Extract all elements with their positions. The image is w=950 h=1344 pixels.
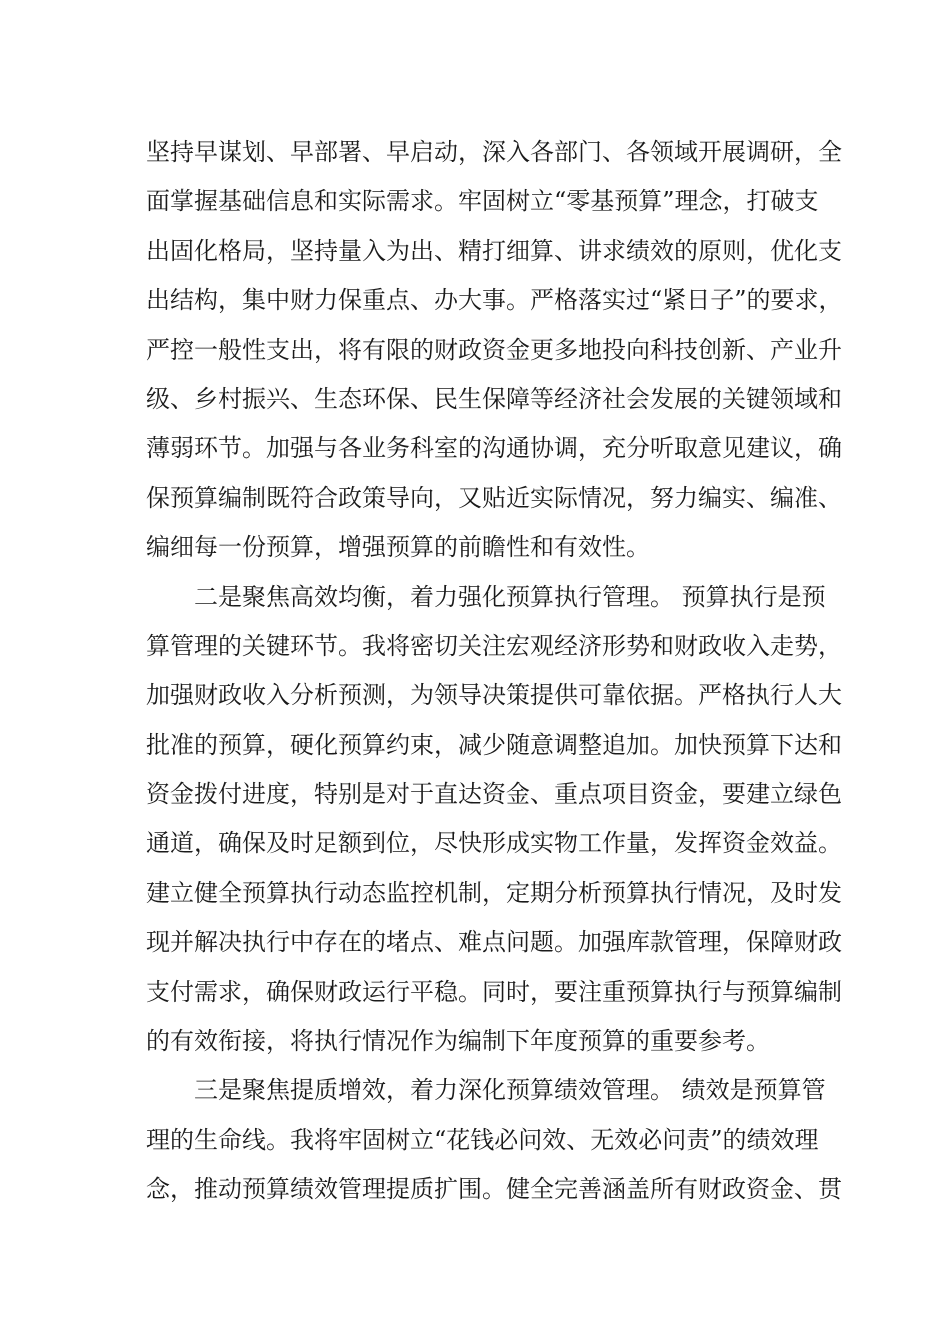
text-line-2: 面掌握基础信息和实际需求。牢固树立“零基预算”理念，打破支 — [146, 187, 819, 216]
text-line-18: 支付需求，确保财政运行平稳。同时，要注重预算执行与预算编制 — [146, 977, 842, 1006]
text-line-5: 严控一般性支出，将有限的财政资金更多地投向科技创新、产业升 — [146, 335, 842, 364]
text-line-17: 现并解决执行中存在的堵点、难点问题。加强库款管理，保障财政 — [146, 928, 842, 957]
text-line-3: 出固化格局，坚持量入为出、精打细算、讲求绩效的原则，优化支 — [146, 236, 842, 265]
text-line-12: 加强财政收入分析预测，为领导决策提供可靠依据。严格执行人大 — [146, 681, 842, 710]
text-line-11: 算管理的关键环节。我将密切关注宏观经济形势和财政收入走势， — [146, 631, 842, 660]
text-line-9: 编细每一份预算，增强预算的前瞻性和有效性。 — [146, 533, 650, 562]
text-line-6: 级、乡村振兴、生态环保、民生保障等经济社会发展的关键领域和 — [146, 384, 842, 413]
body-text — [146, 128, 843, 1215]
text-line-13: 批准的预算，硬化预算约束，减少随意调整追加。加快预算下达和 — [146, 730, 842, 759]
text-line-10: 二是聚焦高效均衡，着力强化预算执行管理。 预算执行是预 — [146, 582, 826, 611]
text-line-1: 坚持早谋划、早部署、早启动，深入各部门、各领域开展调研，全 — [146, 138, 842, 166]
text-line-21: 理的生命线。我将牢固树立“花钱必问效、无效必问责”的绩效理 — [146, 1125, 819, 1154]
text-line-14: 资金拨付进度，特别是对于直达资金、重点项目资金，要建立绿色 — [146, 780, 842, 809]
text-line-16: 建立健全预算执行动态监控机制，定期分析预算执行情况，及时发 — [146, 878, 842, 907]
text-line-22: 念，推动预算绩效管理提质扩围。健全完善涵盖所有财政资金、贯 — [146, 1175, 842, 1204]
text-line-20: 三是聚焦提质增效，着力深化预算绩效管理。 绩效是预算管 — [146, 1076, 826, 1105]
text-line-4: 出结构，集中财力保重点、办大事。严格落实过“紧日子”的要求， — [146, 286, 843, 315]
text-line-7: 薄弱环节。加强与各业务科室的沟通协调，充分听取意见建议，确 — [146, 434, 842, 463]
text-line-15: 通道，确保及时足额到位，尽快形成实物工作量，发挥资金效益。 — [146, 829, 842, 858]
text-line-19: 的有效衔接，将执行情况作为编制下年度预算的重要参考。 — [146, 1027, 770, 1056]
text-line-8: 保预算编制既符合政策导向，又贴近实际情况，努力编实、编准、 — [146, 483, 842, 512]
